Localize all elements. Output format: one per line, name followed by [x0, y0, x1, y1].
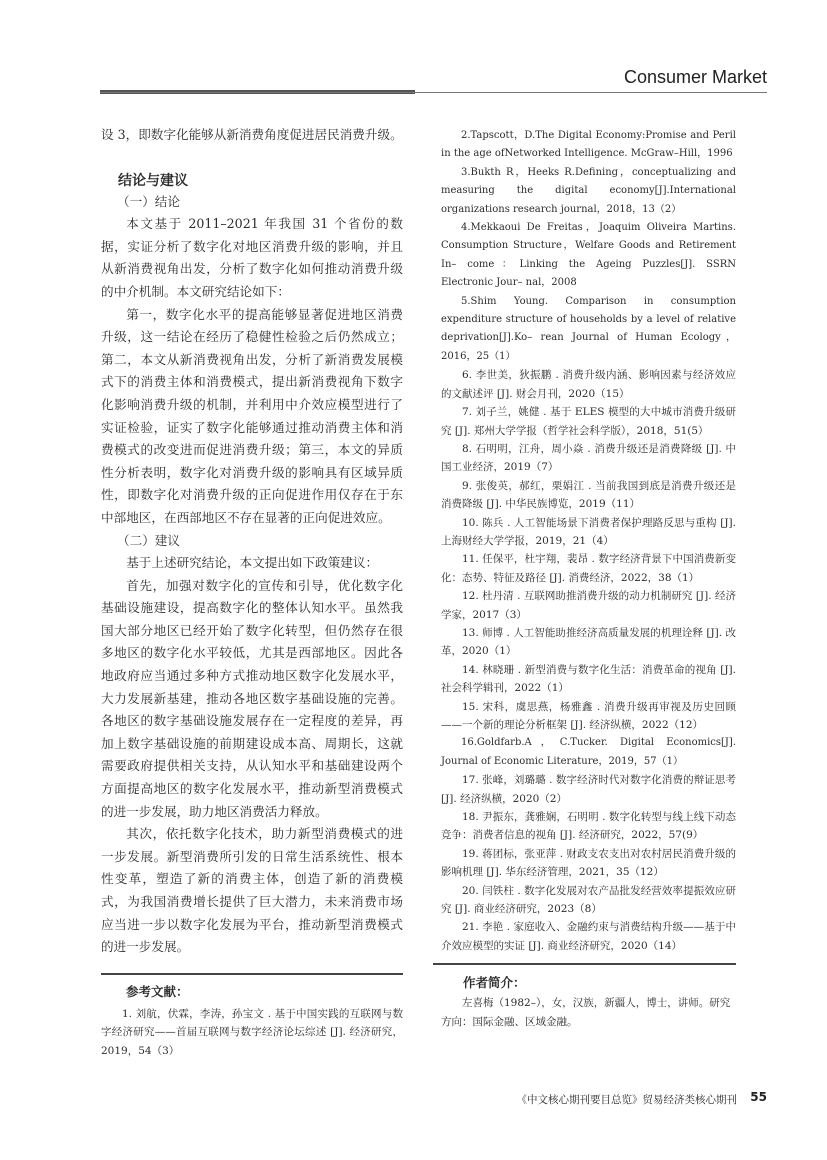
paragraph: 基于上述研究结论，本文提出如下政策建议： — [126, 555, 379, 571]
reference-item: 19. 蒋团标，张亚萍 . 财政支农支出对农村居民消费升级的影响机理 [J]. 华东经济管理，2021，35（12） — [441, 847, 736, 879]
reference-item: 9. 张俊英，郝红，栗娟江 . 当前我国到底是消费升级还是消费降级 [J]. 中华民族博览，2019（11） — [441, 479, 736, 511]
author-label: 作者简介： — [463, 975, 526, 991]
reference-item: 8. 石明明，江舟，周小焱 . 消费升级还是消费降级 [J]. 中国工业经济，2019（7） — [441, 442, 736, 474]
reference-item: 1. 刘航，伏霖，李涛，孙宝文 . 基于中国实践的互联网与数字经济研究——首届互联网与数字经济论坛综述 [J]. 经济研究，2019，54（3） — [101, 1007, 403, 1057]
reference-item: 5.Shim Young. Comparison in consumption expenditure structure of households by a level of relative deprivation[J].Ko– rean Journal of Human Ecology，2016，25（1） — [441, 295, 736, 362]
reference-item: 16.Goldfarb.A，C.Tucker. Digital Economics[J]. Journal of Economic Literature，2019，57（1） — [441, 737, 736, 767]
reference-item: 21. 李艳 . 家庭收入、金融约束与消费结构升级——基于中介效应模型的实证 [J]. 商业经济研究，2020（14） — [441, 921, 736, 952]
paragraph: 本文基于 2011–2021 年我国 31 个省份的数据，实证分析了数字化对地区消费升级的影响，并且从新消费视角出发，分析了数字化如何推动消费升级的中介机制。本文研究结论如下： — [101, 216, 403, 299]
right-column — [441, 127, 736, 1031]
paragraph: 第一，数字化水平的提高能够显著促进地区消费升级，这一结论在经历了稳健性检验之后仍然成立；第二，本文从新消费视角出发，分析了新消费发展模式下的消费主体和消费模式，提出新消费视角下数字化影响消费升级的机制，并利用中介效应模型进行了实证检验，证实了数字化能够通过推动消费主体和消费模式的改变进而促进消费升级；第三，本文的异质性分析表明，数字化对消费升级的影响具有区域异质性，即数字化对消费升级的正向促进作用仅存在于东中部地区，在西部地区不存在显著的正向促进效应。 — [101, 306, 403, 525]
running-header-title: Consumer Market — [623, 67, 767, 87]
paragraph: 首先，加强对数字化的宣传和引导，优化数字化基础设施建设，提高数字化的整体认知水平。虽然我国大部分地区已经开始了数字化转型，但仍然存在很多地区的数字化水平较低，尤其是西部地区。因此各地政府应当通过多种方式推动地区数字化发展水平，大力发展新基建，推动各地区数字基础设施的完善。各地区的数字基础设施发展存在一定程度的差异，再加上数字基础设施的前期建设成本高、周期长，这就需要政府提供相关支持，从认知水平和基础建设两个方面提高地区的数字化发展水平，推动新型消费模式的进一步发展，助力地区消费活力释放。 — [101, 577, 403, 819]
section-title: 结论与建议 — [118, 172, 188, 189]
reference-item: 18. 尹振东，龚雅娴，石明明 . 数字化转型与线上线下动态竞争：消费者信息的视角 [J]. 经济研究，2022，57(9） — [441, 811, 736, 842]
footer-journal: 《中文核心期刊要目总览》贸易经济类核心期刊 — [516, 1094, 737, 1106]
reference-item: 13. 师博 . 人工智能助推经济高质量发展的机理诠释 [J]. 改革，2020（1） — [441, 626, 736, 658]
reference-item: 12. 杜丹清 . 互联网助推消费升级的动力机制研究 [J]. 经济学家，2017（3） — [441, 590, 736, 621]
reference-item: 17. 张峰，刘璐璐 . 数字经济时代对数字化消费的辩证思考 [J]. 经济纵横，2020（2） — [441, 774, 736, 805]
references-rule — [101, 973, 403, 975]
paragraph: 其次，依托数字化技术，助力新型消费模式的进一步发展。新型消费所引发的日常生活系统性、根本性变革，塑造了新的消费主体，创造了新的消费模式，为我国消费增长提供了巨大潜力，未来消费市场应当进一步以数字化发展为平台，推动新型消费模式的进一步发展。 — [101, 826, 403, 955]
reference-item: 2.Tapscott，D.The Digital Economy:Promise and Peril in the age ofNetworked Intelligence. McGraw–Hill，1996 — [441, 130, 736, 160]
reference-item: 4.Mekkaoui De Freitas，Joaquim Oliveira Martins. Consumption Structure，Welfare Goods and Retirement In– come：Linking the Ageing Puzzles[J]. SSRN Electronic Jour– nal，2008 — [441, 222, 736, 289]
reference-item: 7. 刘子兰，姚健 . 基于 ELES 模型的大中城市消费升级研究 [J]. 郑州大学学报（哲学社会科学版），2018，51(5） — [441, 406, 736, 437]
header-rule — [100, 92, 767, 93]
references-label: 参考文献： — [126, 983, 189, 999]
author-rule — [433, 963, 736, 965]
left-column — [101, 124, 403, 1060]
reference-item: 3.Bukth R，Heeks R.Defining，conceptualizing and measuring the digital economy[J].International organizations research journal，2018，13（2） — [441, 166, 736, 215]
reference-item: 6. 李世美，狄振鹏 . 消费升级内涵、影响因素与经济效应的文献述评 [J]. 财会月刊，2020（15） — [441, 369, 736, 400]
intro-paragraph: 设 3，即数字化能够从新消费角度促进居民消费升级。 — [101, 127, 403, 142]
subsection-suggestion: （二）建议 — [117, 532, 180, 548]
author-bio: 左喜梅（1982–），女，汉族，新疆人，博士，讲师。研究方向：国际金融、区域金融。 — [441, 997, 731, 1028]
reference-item: 15. 宋科，虞思燕，杨雅鑫 . 消费升级再审视及历史回顾——一个新的理论分析框架 [J]. 经济纵横，2022（12） — [441, 700, 736, 731]
reference-item: 11. 任保平，杜宇翔，裴昂 . 数字经济背景下中国消费新变化：态势、特征及路径 [J]. 消费经济，2022，38（1） — [441, 553, 736, 584]
page-number: 55 — [750, 1090, 767, 1104]
reference-item: 10. 陈兵 . 人工智能场景下消费者保护理路反思与重构 [J]. 上海财经大学学报，2019，21（4） — [441, 516, 736, 547]
subsection-conclusion: （一）结论 — [117, 193, 180, 209]
reference-item: 20. 闫铁柱 . 数字化发展对农产品批发经营效率提振效应研究 [J]. 商业经济研究，2023（8） — [441, 884, 736, 916]
reference-item: 14. 林晓珊 . 新型消费与数字化生活：消费革命的视角 [J]. 社会科学辑刊，2022（1） — [441, 663, 736, 695]
